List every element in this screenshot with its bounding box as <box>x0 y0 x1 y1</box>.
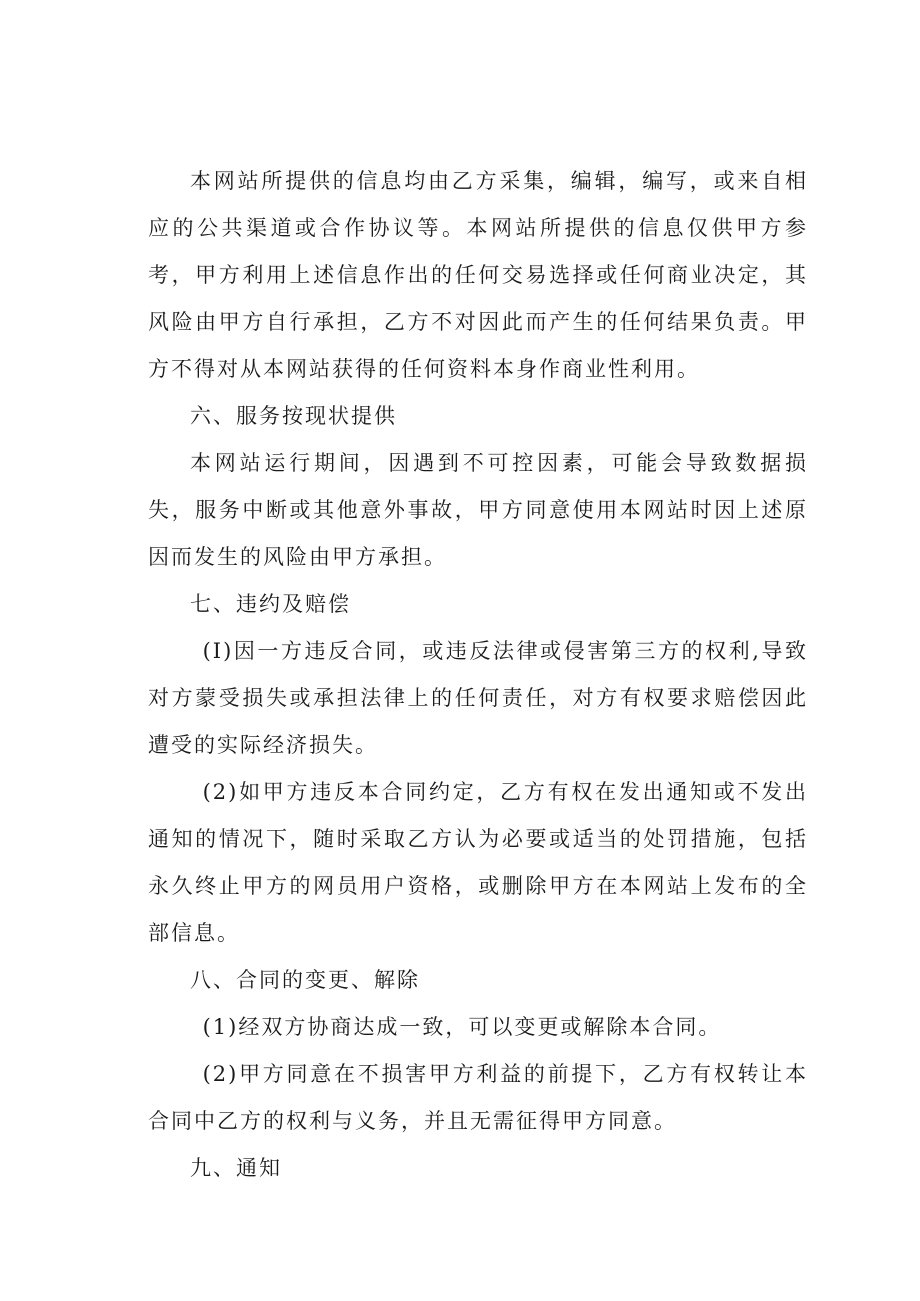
document-body <box>148 158 808 1192</box>
clause-7-1: (I)因一方违反合同，或违反法律或侵害第三方的权利,导致对方蒙受损失或承担法律上的任何责任，对方有权要求赔偿因此遭受的实际经济损失。 <box>148 639 808 757</box>
clause-7-2: (2)如甲方违反本合同约定，乙方有权在发出通知或不发出通知的情况下，随时采取乙方认为必要或适当的处罚措施，包括永久终止甲方的网员用户资格，或删除甲方在本网站上发布的全部信息。 <box>148 780 808 945</box>
paragraph-information-source: 本网站所提供的信息均由乙方采集，编辑，编写，或来自相应的公共渠道或合作协议等。本网站所提供的信息仅供甲方参考，甲方利用上述信息作出的任何交易选择或任何商业决定，其风险由甲方自行承担，乙方不对因此而产生的任何结果负责。甲方不得对从本网站获得的任何资料本身作商业性利用。 <box>148 169 808 381</box>
section-heading-6: 六、服务按现状提供 <box>190 404 397 428</box>
paragraph-service-as-is: 本网站运行期间，因遇到不可控因素，可能会导致数据损失，服务中断或其他意外事故，甲方同意使用本网站时因上述原因而发生的风险由甲方承担。 <box>148 451 808 569</box>
clause-8-1: (1)经双方协商达成一致，可以变更或解除本合同。 <box>202 1015 722 1039</box>
section-heading-8: 八、合同的变更、解除 <box>190 968 420 992</box>
section-heading-7: 七、违约及赔偿 <box>190 592 351 616</box>
clause-8-2: (2)甲方同意在不损害甲方利益的前提下，乙方有权转让本合同中乙方的权利与义务，并且无需征得甲方同意。 <box>148 1062 808 1133</box>
section-heading-9: 九、通知 <box>190 1156 282 1180</box>
